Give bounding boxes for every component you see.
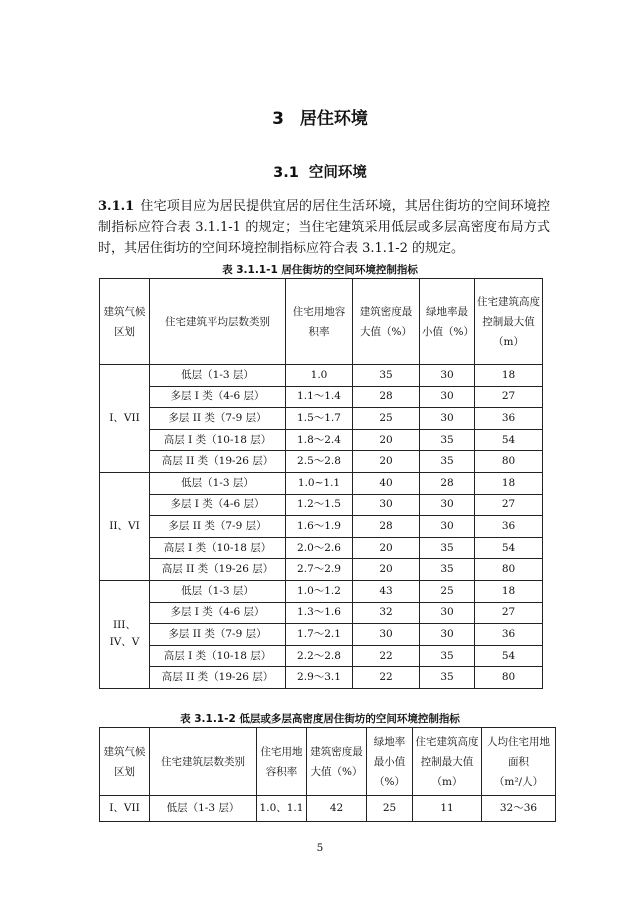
table-cell: 1.5～1.7 bbox=[286, 408, 353, 430]
table-cell: 30 bbox=[353, 624, 420, 646]
table-cell: 1.1～1.4 bbox=[286, 386, 353, 408]
climate-zone-cell: II、VI bbox=[100, 472, 150, 580]
table2-header-cell: 住宅用地容积率 bbox=[257, 728, 307, 796]
table-row bbox=[100, 624, 543, 646]
table-cell: 2.5～2.8 bbox=[286, 451, 353, 473]
table-cell: 42 bbox=[307, 796, 367, 822]
table-cell: 低层（1-3 层） bbox=[150, 472, 286, 494]
table-cell: 80 bbox=[475, 667, 543, 689]
table-cell: 30 bbox=[420, 516, 475, 538]
table2 bbox=[99, 727, 556, 822]
table-cell: 35 bbox=[420, 537, 475, 559]
table-row bbox=[100, 365, 543, 387]
table-cell: 高层 I 类（10-18 层） bbox=[150, 537, 286, 559]
table-cell: 35 bbox=[420, 559, 475, 581]
table-cell: 30 bbox=[420, 408, 475, 430]
table-cell: 高层 II 类（19-26 层） bbox=[150, 559, 286, 581]
table-cell: 高层 II 类（19-26 层） bbox=[150, 451, 286, 473]
section-number: 3.1 bbox=[273, 165, 299, 181]
table-cell: 30 bbox=[420, 386, 475, 408]
table-cell: 11 bbox=[413, 796, 482, 822]
section-heading bbox=[0, 161, 640, 182]
chapter-heading bbox=[0, 104, 640, 129]
table-cell: 54 bbox=[475, 429, 543, 451]
table1-header-cell: 建筑气候区划 bbox=[100, 279, 150, 365]
table-cell: 高层 I 类（10-18 层） bbox=[150, 429, 286, 451]
table-cell: 36 bbox=[475, 624, 543, 646]
table-cell: 80 bbox=[475, 451, 543, 473]
table-cell: 2.0～2.6 bbox=[286, 537, 353, 559]
table1-header-cell: 住宅建筑高度控制最大值（m） bbox=[475, 279, 543, 365]
clause-number: 3.1.1 bbox=[98, 199, 135, 214]
table-cell: 高层 I 类（10-18 层） bbox=[150, 645, 286, 667]
table-cell: 54 bbox=[475, 645, 543, 667]
table-cell: 20 bbox=[353, 559, 420, 581]
table-cell: 28 bbox=[420, 472, 475, 494]
table2-header-cell: 建筑气候区划 bbox=[100, 728, 150, 796]
table-cell: 30 bbox=[420, 624, 475, 646]
table-cell: 36 bbox=[475, 516, 543, 538]
table-cell: 低层（1-3 层） bbox=[150, 796, 257, 822]
table2-header-cell: 绿地率最小值（%） bbox=[367, 728, 413, 796]
table-cell: 高层 II 类（19-26 层） bbox=[150, 667, 286, 689]
table-cell: 22 bbox=[353, 667, 420, 689]
table-cell: 20 bbox=[353, 537, 420, 559]
table-cell: 35 bbox=[420, 451, 475, 473]
table1-header-row bbox=[100, 279, 543, 365]
table-cell: 35 bbox=[420, 645, 475, 667]
table-cell: 35 bbox=[420, 667, 475, 689]
table-row bbox=[100, 645, 543, 667]
page-number: 5 bbox=[316, 842, 324, 854]
table2-header-cell: 建筑密度最大值（%） bbox=[307, 728, 367, 796]
table-cell: 30 bbox=[420, 365, 475, 387]
table-cell: 1.0～1.2 bbox=[286, 580, 353, 602]
table-cell: 多层 I 类（4-6 层） bbox=[150, 386, 286, 408]
table2-caption: 表 3.1.1-2 低层或多层高密度居住街坊的空间环境控制指标 bbox=[180, 713, 460, 725]
clause-paragraph bbox=[98, 196, 550, 259]
table-cell: 2.9～3.1 bbox=[286, 667, 353, 689]
table-cell: 18 bbox=[475, 580, 543, 602]
climate-zone-cell: I、VII bbox=[100, 365, 150, 473]
climate-zone-cell: III、IV、V bbox=[100, 580, 150, 688]
clause-text: 住宅项目应为居民提供宜居的居住生活环境，其居住街坊的空间环境控制指标应符合表 3.1.1-1 的规定；当住宅建筑采用低层或多层高密度布局方式时，其居住街坊的空间环境控制指标应符合表 3.1.1-2 的规定。 bbox=[98, 199, 550, 256]
table-cell: 28 bbox=[353, 516, 420, 538]
table-row bbox=[100, 451, 543, 473]
table1-header-cell: 住宅用地容积率 bbox=[286, 279, 353, 365]
table-row bbox=[100, 408, 543, 430]
table-row bbox=[100, 667, 543, 689]
table-cell: 多层 II 类（7-9 层） bbox=[150, 516, 286, 538]
table-cell: 25 bbox=[367, 796, 413, 822]
table-cell: 35 bbox=[353, 365, 420, 387]
table-row bbox=[100, 580, 543, 602]
table-cell: 多层 II 类（7-9 层） bbox=[150, 624, 286, 646]
section-title: 空间环境 bbox=[308, 165, 367, 181]
table-row bbox=[100, 494, 543, 516]
table-cell: 20 bbox=[353, 429, 420, 451]
table2-header-text: 人均住宅用地面积 bbox=[487, 735, 550, 768]
table-cell: 35 bbox=[420, 429, 475, 451]
table-cell: 多层 I 类（4-6 层） bbox=[150, 494, 286, 516]
table-cell: 22 bbox=[353, 645, 420, 667]
table-cell: 2.7～2.9 bbox=[286, 559, 353, 581]
table-cell: 1.7～2.1 bbox=[286, 624, 353, 646]
table-cell: 54 bbox=[475, 537, 543, 559]
table-cell: 1.0~1.1 bbox=[286, 472, 353, 494]
table-row bbox=[100, 796, 556, 822]
table-cell: 25 bbox=[420, 580, 475, 602]
table-row bbox=[100, 602, 543, 624]
table1-caption: 表 3.1.1-1 居住街坊的空间环境控制指标 bbox=[222, 264, 418, 276]
table-cell: 1.0、1.1 bbox=[257, 796, 307, 822]
table-cell: 1.6～1.9 bbox=[286, 516, 353, 538]
table2-header-cell: 住宅建筑层数类别 bbox=[150, 728, 257, 796]
table-cell: 低层（1-3 层） bbox=[150, 580, 286, 602]
table1-header-cell: 建筑密度最大值（%） bbox=[353, 279, 420, 365]
table-row bbox=[100, 537, 543, 559]
table2-header-unit: （m²/人） bbox=[493, 775, 544, 788]
table-cell: 30 bbox=[420, 494, 475, 516]
table1 bbox=[99, 278, 543, 689]
table-cell: 27 bbox=[475, 386, 543, 408]
table-cell: 43 bbox=[353, 580, 420, 602]
table-cell: 80 bbox=[475, 559, 543, 581]
table-cell: 20 bbox=[353, 451, 420, 473]
table2-header-cell: 住宅建筑高度控制最大值（m） bbox=[413, 728, 482, 796]
table-cell: 32～36 bbox=[482, 796, 556, 822]
table-cell: 2.2～2.8 bbox=[286, 645, 353, 667]
chapter-title: 居住环境 bbox=[299, 109, 368, 129]
table1-header-cell: 绿地率最小值（%） bbox=[420, 279, 475, 365]
table-row bbox=[100, 429, 543, 451]
table1-header-cell: 住宅建筑平均层数类别 bbox=[150, 279, 286, 365]
table-cell: I、VII bbox=[100, 796, 150, 822]
table-cell: 40 bbox=[353, 472, 420, 494]
table-cell: 多层 II 类（7-9 层） bbox=[150, 408, 286, 430]
table-cell: 28 bbox=[353, 386, 420, 408]
table-cell: 18 bbox=[475, 472, 543, 494]
table-cell: 36 bbox=[475, 408, 543, 430]
table-cell: 低层（1-3 层） bbox=[150, 365, 286, 387]
table2-header-cell bbox=[482, 728, 556, 796]
table-cell: 27 bbox=[475, 494, 543, 516]
table-cell: 1.8～2.4 bbox=[286, 429, 353, 451]
table-cell: 27 bbox=[475, 602, 543, 624]
table-row bbox=[100, 559, 543, 581]
table-cell: 1.3～1.6 bbox=[286, 602, 353, 624]
table-cell: 多层 I 类（4-6 层） bbox=[150, 602, 286, 624]
table-row bbox=[100, 472, 543, 494]
table-cell: 25 bbox=[353, 408, 420, 430]
table-cell: 1.0 bbox=[286, 365, 353, 387]
table2-header-row bbox=[100, 728, 556, 796]
table-cell: 32 bbox=[353, 602, 420, 624]
table-row bbox=[100, 386, 543, 408]
table-cell: 1.2～1.5 bbox=[286, 494, 353, 516]
table-row bbox=[100, 516, 543, 538]
chapter-number: 3 bbox=[272, 109, 284, 129]
table-cell: 18 bbox=[475, 365, 543, 387]
table-cell: 30 bbox=[420, 602, 475, 624]
table-cell: 30 bbox=[353, 494, 420, 516]
